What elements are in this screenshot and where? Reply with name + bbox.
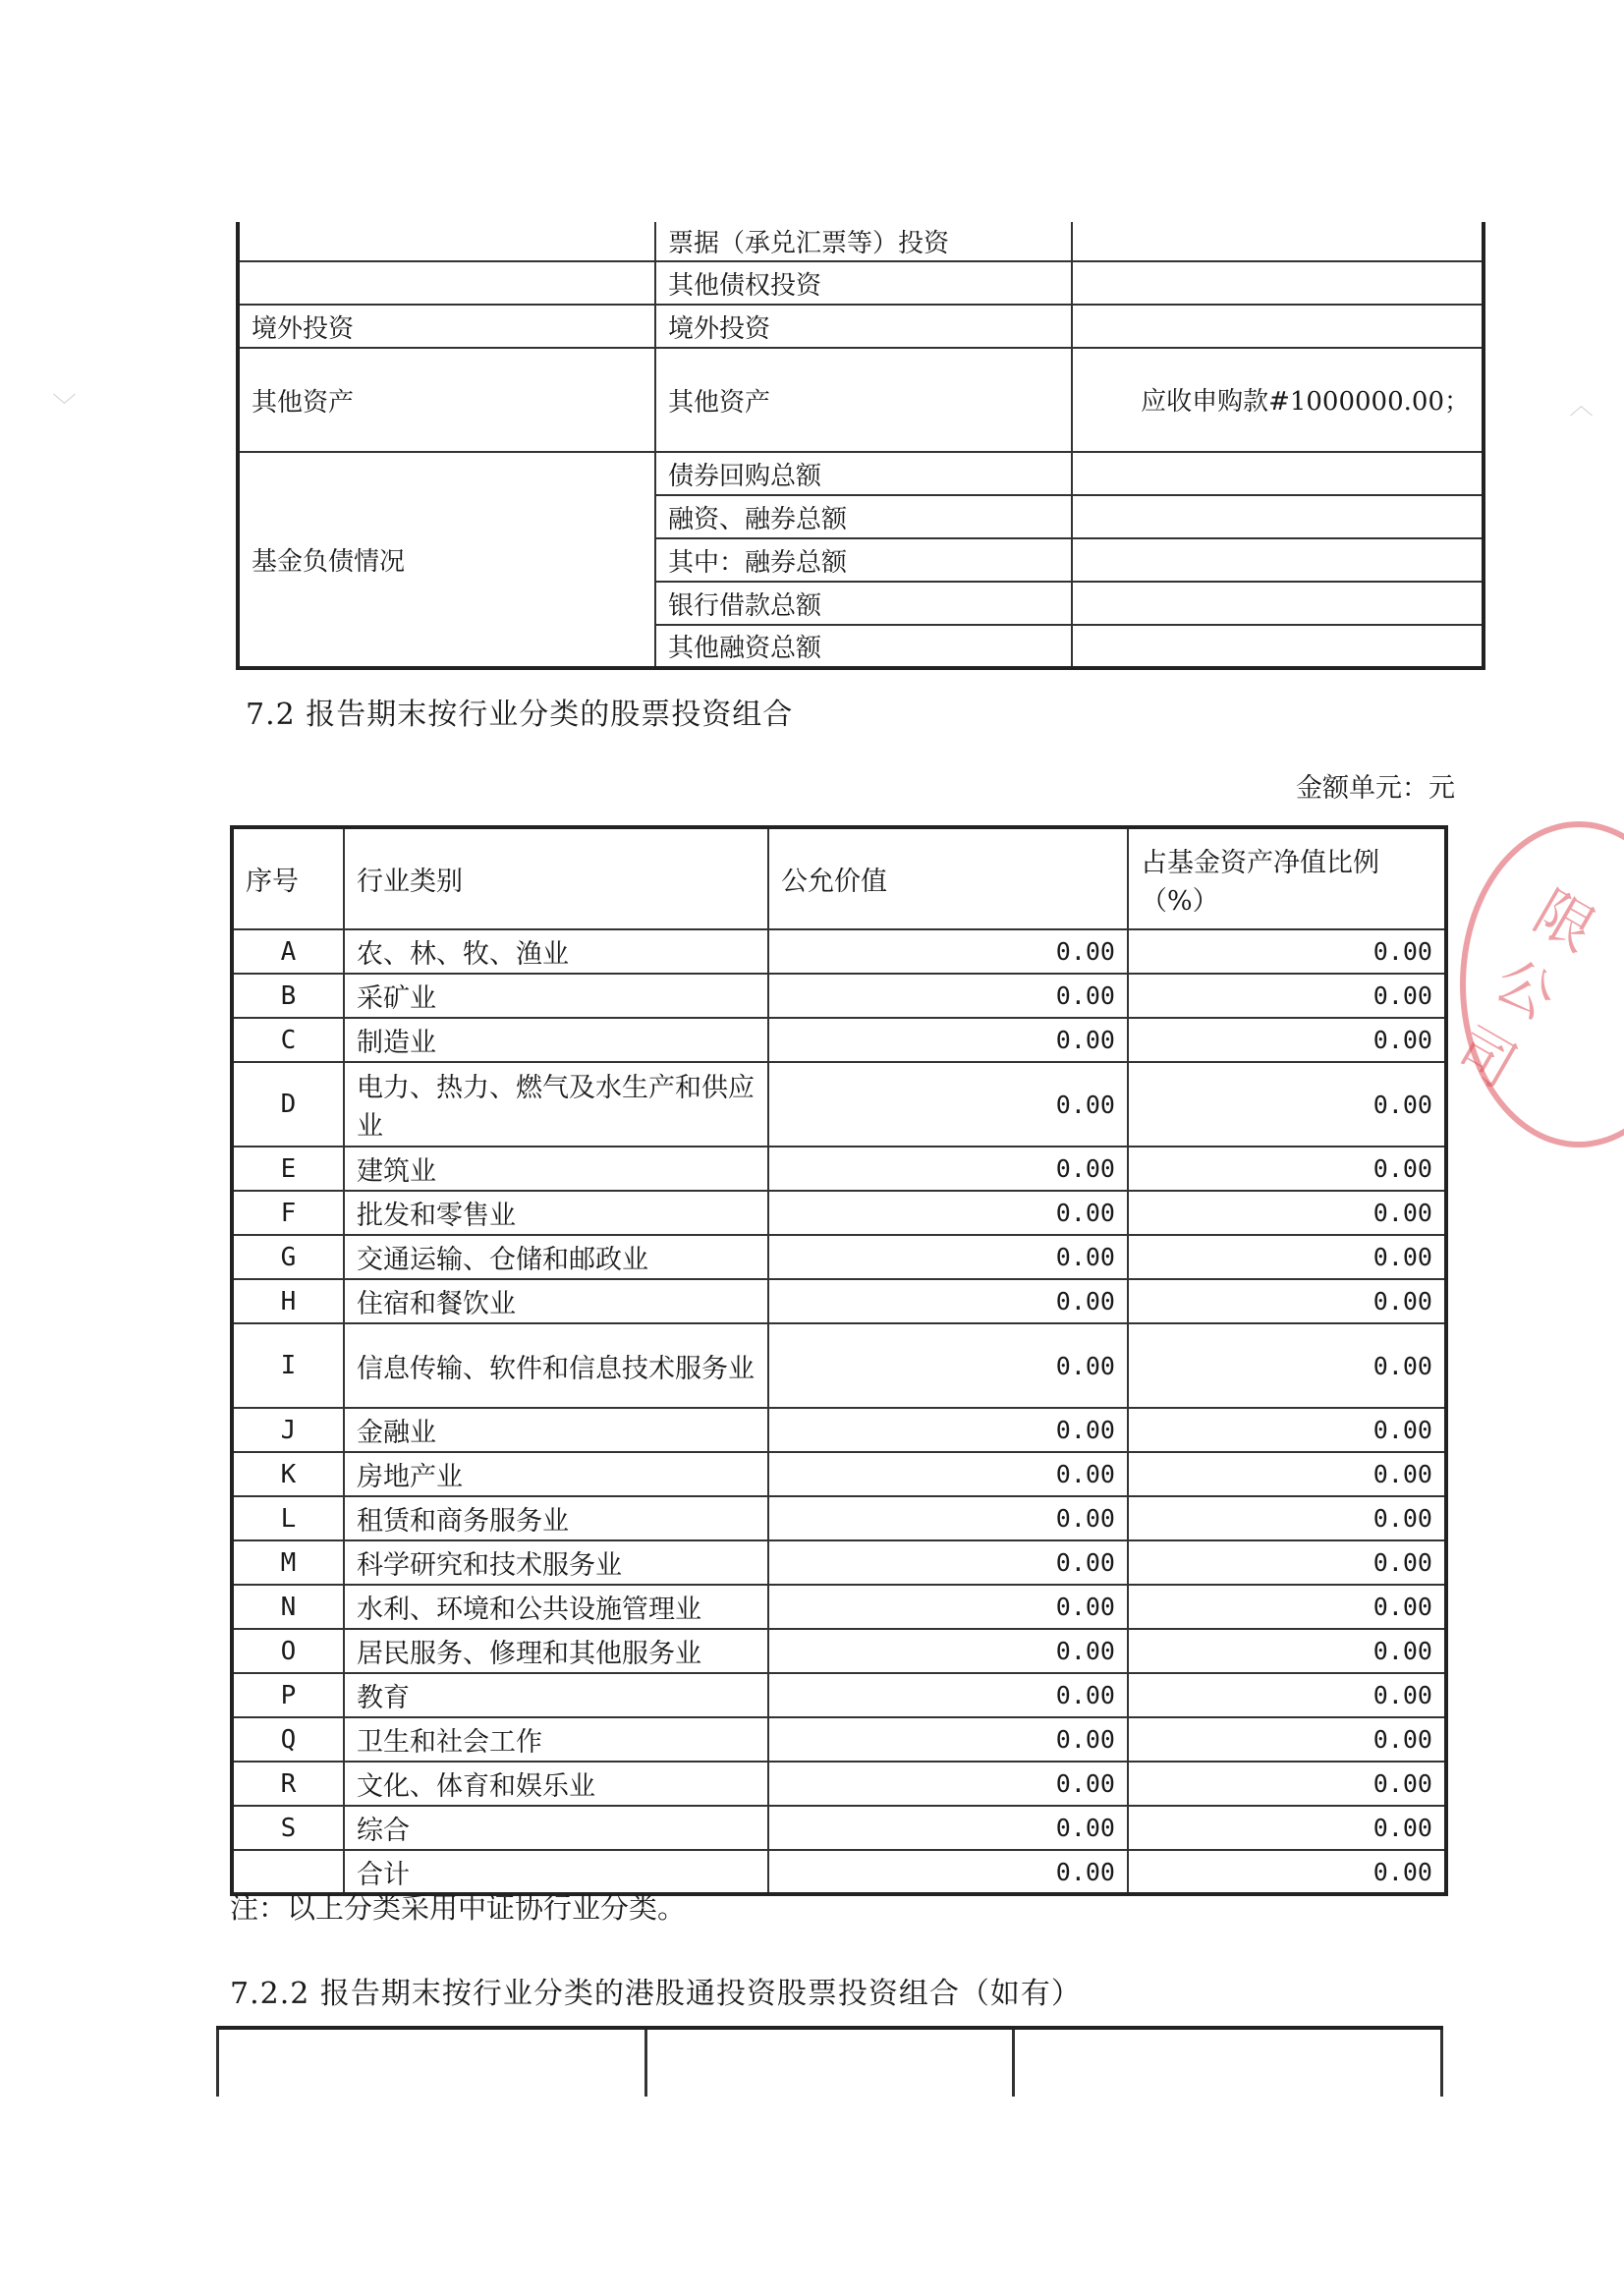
- table-row: [232, 1323, 1446, 1408]
- fair-value-cell: 0.00: [768, 1762, 1128, 1806]
- item-cell: 其他债权投资: [655, 261, 1072, 305]
- industry-name-cell: 文化、体育和娱乐业: [344, 1762, 768, 1806]
- fair-value-cell: 0.00: [768, 1717, 1128, 1762]
- nav-ratio-cell: 0.00: [1128, 1191, 1446, 1235]
- industry-code-cell: R: [232, 1762, 344, 1806]
- industry-name-cell: 信息传输、软件和信息技术服务业: [344, 1323, 768, 1408]
- table-row: [238, 222, 1484, 261]
- table-row: [232, 1452, 1446, 1496]
- right-edge-mark: 〈: [1565, 393, 1593, 417]
- industry-code-cell: G: [232, 1235, 344, 1279]
- fair-value-cell: 0.00: [768, 1629, 1128, 1673]
- industry-code-cell: E: [232, 1147, 344, 1191]
- table-row: [232, 1673, 1446, 1717]
- header-industry: 行业类别: [344, 827, 768, 929]
- table-row: [232, 1540, 1446, 1585]
- industry-name-cell: 制造业: [344, 1018, 768, 1062]
- nav-ratio-cell: 0.00: [1128, 1629, 1446, 1673]
- fair-value-cell: 0.00: [768, 1806, 1128, 1850]
- industry-name-cell: 合计: [344, 1850, 768, 1894]
- nav-ratio-cell: 0.00: [1128, 1806, 1446, 1850]
- industry-name-cell: 建筑业: [344, 1147, 768, 1191]
- fair-value-cell: 0.00: [768, 1540, 1128, 1585]
- fair-value-cell: 0.00: [768, 1408, 1128, 1452]
- nav-ratio-cell: 0.00: [1128, 1323, 1446, 1408]
- fair-value-cell: 0.00: [768, 1585, 1128, 1629]
- table-row: [232, 974, 1446, 1018]
- nav-ratio-cell: 0.00: [1128, 1585, 1446, 1629]
- value-cell: [1072, 305, 1484, 348]
- industry-name-cell: 批发和零售业: [344, 1191, 768, 1235]
- fair-value-cell: 0.00: [768, 974, 1128, 1018]
- industry-name-cell: 卫生和社会工作: [344, 1717, 768, 1762]
- category-cell: [238, 222, 655, 261]
- value-cell: [1072, 452, 1484, 495]
- table-cell: [1014, 2028, 1442, 2097]
- section-7-2-2-title: 7.2.2 报告期末按行业分类的港股通投资股票投资组合（如有）: [230, 1977, 1082, 2011]
- nav-ratio-cell: 0.00: [1128, 1717, 1446, 1762]
- nav-ratio-cell: 0.00: [1128, 1452, 1446, 1496]
- item-cell: 其他资产: [655, 348, 1072, 452]
- table-cell: [646, 2028, 1014, 2097]
- section-7-2-title: 7.2 报告期末按行业分类的股票投资组合: [246, 698, 794, 732]
- industry-code-cell: A: [232, 929, 344, 974]
- industry-name-cell: 交通运输、仓储和邮政业: [344, 1235, 768, 1279]
- table-row: [218, 2028, 1442, 2097]
- fair-value-cell: 0.00: [768, 1147, 1128, 1191]
- industry-name-cell: 采矿业: [344, 974, 768, 1018]
- item-cell: 境外投资: [655, 305, 1072, 348]
- header-nav-ratio: 占基金资产净值比例（%）: [1128, 827, 1446, 929]
- header-seq: 序号: [232, 827, 344, 929]
- fair-value-cell: 0.00: [768, 1235, 1128, 1279]
- industry-name-cell: 租赁和商务服务业: [344, 1496, 768, 1540]
- industry-code-cell: B: [232, 974, 344, 1018]
- industry-code-cell: P: [232, 1673, 344, 1717]
- nav-ratio-cell: 0.00: [1128, 1762, 1446, 1806]
- industry-name-cell: 房地产业: [344, 1452, 768, 1496]
- item-cell: 债券回购总额: [655, 452, 1072, 495]
- nav-ratio-cell: 0.00: [1128, 1147, 1446, 1191]
- table-row: [232, 1762, 1446, 1806]
- header-fair-value: 公允价值: [768, 827, 1128, 929]
- table-cell: [218, 2028, 646, 2097]
- industry-name-cell: 水利、环境和公共设施管理业: [344, 1585, 768, 1629]
- industry-code-cell: Q: [232, 1717, 344, 1762]
- left-edge-mark: 〉: [48, 393, 76, 417]
- table-row: [232, 1235, 1446, 1279]
- table-row: [232, 1585, 1446, 1629]
- value-cell: [1072, 582, 1484, 625]
- fair-value-cell: 0.00: [768, 1850, 1128, 1894]
- fair-value-cell: 0.00: [768, 1062, 1128, 1147]
- industry-code-cell: N: [232, 1585, 344, 1629]
- industry-allocation-table: [230, 825, 1448, 1896]
- fair-value-cell: 0.00: [768, 1452, 1128, 1496]
- nav-ratio-cell: 0.00: [1128, 1673, 1446, 1717]
- industry-code-cell: C: [232, 1018, 344, 1062]
- table-row: [232, 1191, 1446, 1235]
- industry-name-cell: 住宿和餐饮业: [344, 1279, 768, 1323]
- table-row: [232, 1717, 1446, 1762]
- industry-code-cell: L: [232, 1496, 344, 1540]
- nav-ratio-cell: 0.00: [1128, 1279, 1446, 1323]
- nav-ratio-cell: 0.00: [1128, 1496, 1446, 1540]
- table-row: [232, 1408, 1446, 1452]
- table-row: [232, 1496, 1446, 1540]
- table-row: [232, 1062, 1446, 1147]
- nav-ratio-cell: 0.00: [1128, 1062, 1446, 1147]
- table-row: [238, 305, 1484, 348]
- table-row: [232, 1806, 1446, 1850]
- table-row: [232, 1279, 1446, 1323]
- value-cell: [1072, 495, 1484, 538]
- table-row: [238, 452, 1484, 495]
- table-row: [232, 1018, 1446, 1062]
- fair-value-cell: 0.00: [768, 1496, 1128, 1540]
- industry-name-cell: 金融业: [344, 1408, 768, 1452]
- fair-value-cell: 0.00: [768, 1018, 1128, 1062]
- nav-ratio-cell: 0.00: [1128, 974, 1446, 1018]
- value-cell: [1072, 538, 1484, 582]
- industry-code-cell: K: [232, 1452, 344, 1496]
- nav-ratio-cell: 0.00: [1128, 1850, 1446, 1894]
- value-cell: [1072, 625, 1484, 668]
- table-row: [232, 929, 1446, 974]
- amount-unit-label: 金额单元：元: [1296, 773, 1455, 804]
- category-cell: 境外投资: [238, 305, 655, 348]
- item-cell: 融资、融券总额: [655, 495, 1072, 538]
- nav-ratio-cell: 0.00: [1128, 1235, 1446, 1279]
- table-row: [238, 261, 1484, 305]
- nav-ratio-cell: 0.00: [1128, 1018, 1446, 1062]
- industry-name-cell: 农、林、牧、渔业: [344, 929, 768, 974]
- fair-value-cell: 0.00: [768, 929, 1128, 974]
- fair-value-cell: 0.00: [768, 1673, 1128, 1717]
- industry-code-cell: D: [232, 1062, 344, 1147]
- industry-name-cell: 居民服务、修理和其他服务业: [344, 1629, 768, 1673]
- industry-name-cell: 科学研究和技术服务业: [344, 1540, 768, 1585]
- industry-name-cell: 综合: [344, 1806, 768, 1850]
- industry-name-cell: 电力、热力、燃气及水生产和供应业: [344, 1062, 768, 1147]
- category-cell: 其他资产: [238, 348, 655, 452]
- industry-code-cell: O: [232, 1629, 344, 1673]
- nav-ratio-cell: 0.00: [1128, 1408, 1446, 1452]
- item-cell: 票据（承兑汇票等）投资: [655, 222, 1072, 261]
- industry-code-cell: F: [232, 1191, 344, 1235]
- category-cell: [238, 261, 655, 305]
- industry-code-cell: S: [232, 1806, 344, 1850]
- value-cell: 应收申购款#1000000.00；: [1072, 348, 1484, 452]
- hk-connect-table: [216, 2026, 1443, 2097]
- value-cell: [1072, 222, 1484, 261]
- value-cell: [1072, 261, 1484, 305]
- fair-value-cell: 0.00: [768, 1323, 1128, 1408]
- seal-text: 限公司: [1444, 877, 1606, 1101]
- item-cell: 其中：融券总额: [655, 538, 1072, 582]
- fair-value-cell: 0.00: [768, 1191, 1128, 1235]
- category-cell: 基金负债情况: [238, 452, 655, 668]
- industry-code-cell: H: [232, 1279, 344, 1323]
- industry-code-cell: J: [232, 1408, 344, 1452]
- fair-value-cell: 0.00: [768, 1279, 1128, 1323]
- item-cell: 银行借款总额: [655, 582, 1072, 625]
- table-row: [238, 348, 1484, 452]
- table-header-row: [232, 827, 1446, 929]
- industry-name-cell: 教育: [344, 1673, 768, 1717]
- nav-ratio-cell: 0.00: [1128, 929, 1446, 974]
- industry-code-cell: M: [232, 1540, 344, 1585]
- table-row: [232, 1629, 1446, 1673]
- asset-liability-table: [236, 222, 1485, 670]
- classification-note: 注：以上分类采用中证协行业分类。: [230, 1891, 687, 1925]
- industry-code-cell: I: [232, 1323, 344, 1408]
- item-cell: 其他融资总额: [655, 625, 1072, 668]
- table-row: [232, 1147, 1446, 1191]
- nav-ratio-cell: 0.00: [1128, 1540, 1446, 1585]
